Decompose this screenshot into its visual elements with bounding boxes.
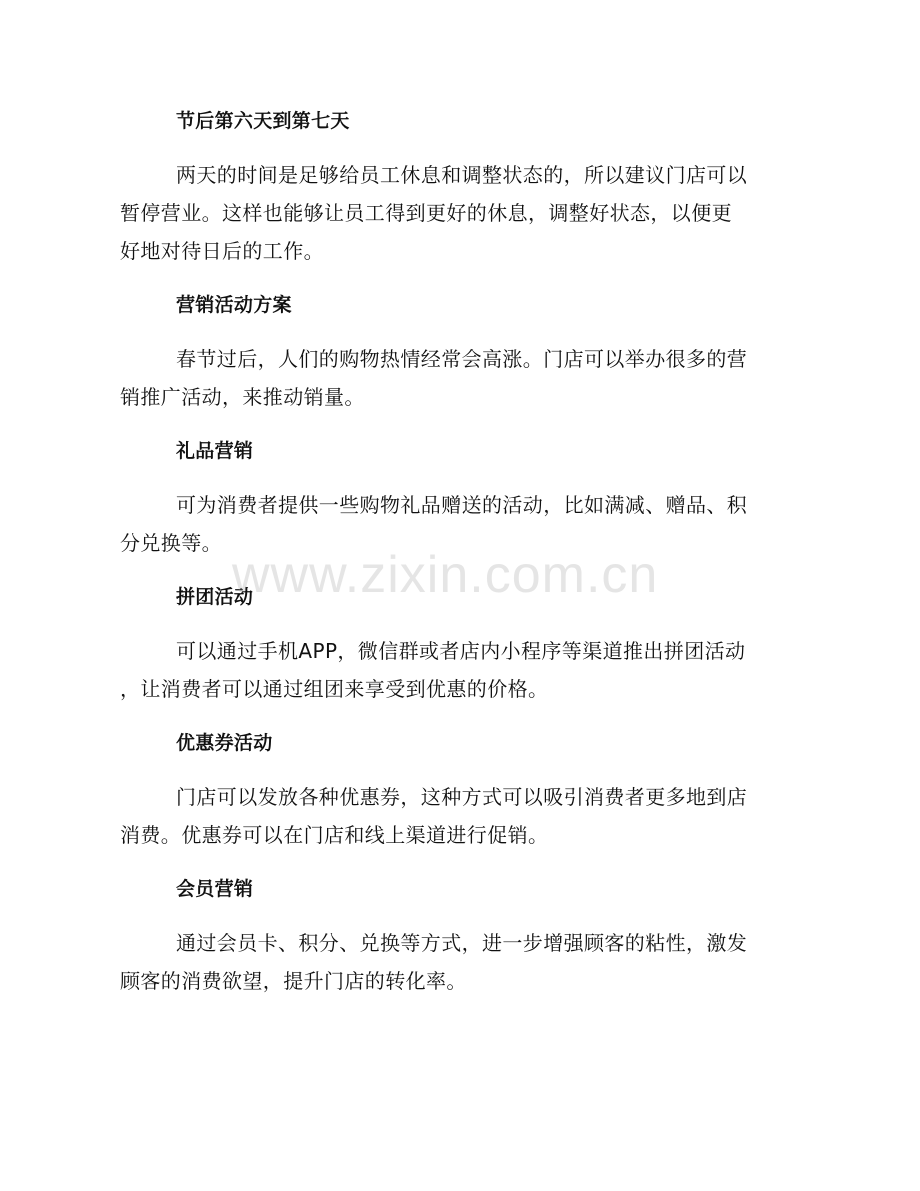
paragraph-line: 两天的时间是足够给员工休息和调整状态的，所以建议门店可以 [176,163,748,187]
section-heading: 拼团活动 [176,586,254,608]
section-paragraph [120,778,771,854]
section-paragraph [120,340,771,416]
document-body [120,108,771,1022]
section [120,108,771,270]
section-paragraph [120,924,771,1000]
paragraph-line: 春节过后，人们的购物热情经常会高涨。门店可以举办很多的营 [176,347,748,371]
paragraph-line: ，让消费者可以通过组团来享受到优惠的价格。 [120,677,549,701]
section [120,438,771,562]
section-paragraph [120,632,771,708]
paragraph-line: 销推广活动，来推动销量。 [120,385,365,409]
paragraph-line: 消费。优惠券可以在门店和线上渠道进行促销。 [120,823,549,847]
paragraph-line: 顾客的消费欲望，提升门店的转化率。 [120,969,467,993]
paragraph-line: 好地对待日后的工作。 [120,239,324,263]
section-paragraph [120,486,771,562]
paragraph-line: 通过会员卡、积分、兑换等方式，进一步增强顾客的粘性，激发 [176,931,748,955]
section-heading: 礼品营销 [176,440,254,462]
section [120,876,771,1000]
paragraph-line: 可为消费者提供一些购物礼品赠送的活动，比如满减、赠品、积 [176,493,748,517]
section [120,584,771,708]
paragraph-line: 分兑换等。 [120,531,222,555]
paragraph-line: 可以通过手机APP，微信群或者店内小程序等渠道推出拼团活动 [176,639,746,663]
section-heading: 会员营销 [176,878,254,900]
section [120,730,771,854]
section-heading: 节后第六天到第七天 [176,110,350,132]
section-paragraph [120,156,771,270]
paragraph-line: 暂停营业。这样也能够让员工得到更好的休息，调整好状态，以便更 [120,201,732,225]
section-heading: 营销活动方案 [176,294,292,316]
section-heading: 优惠券活动 [176,732,273,754]
section [120,292,771,416]
watermark: www.zixin.com.cn [232,546,659,604]
paragraph-line: 门店可以发放各种优惠券，这种方式可以吸引消费者更多地到店 [176,785,748,809]
